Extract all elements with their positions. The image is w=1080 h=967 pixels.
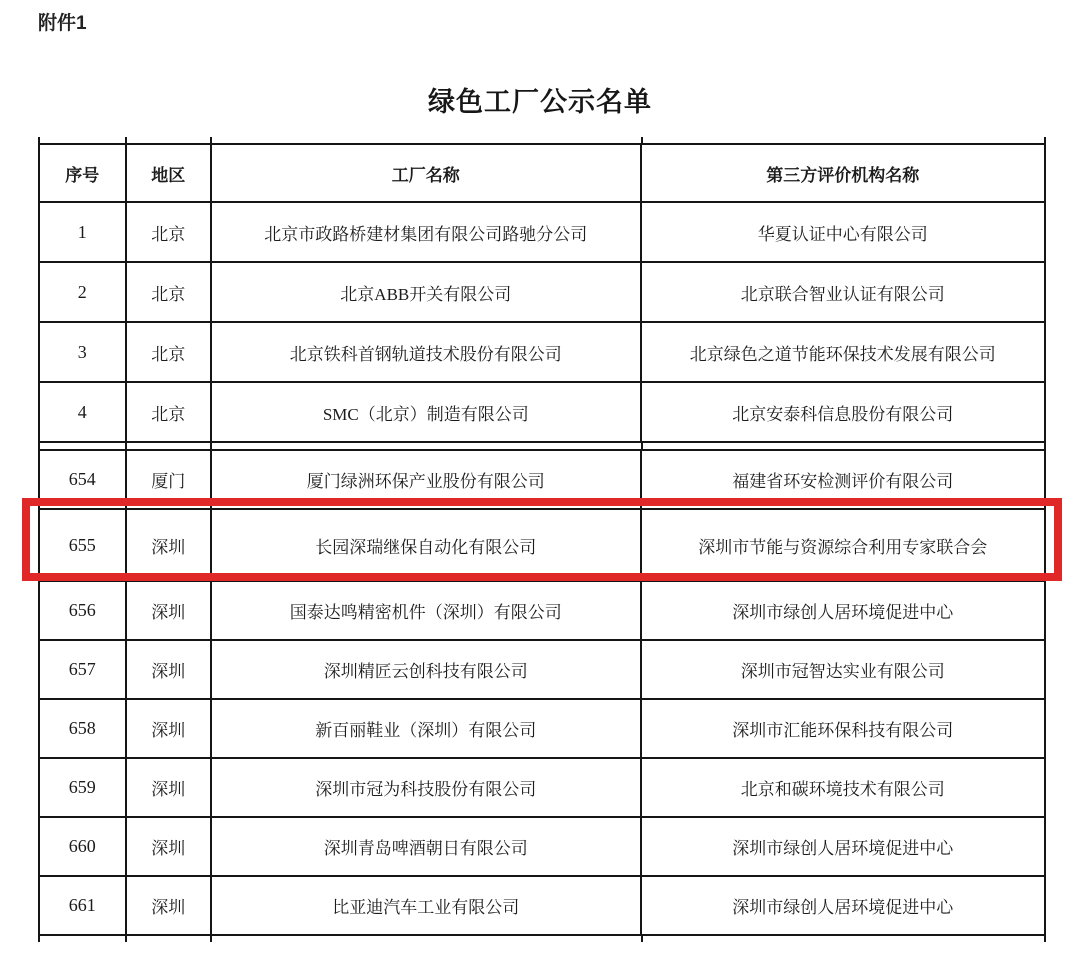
region-cell: 深圳 [126,509,212,581]
splice-tick [125,443,127,449]
region-cell: 北京 [126,202,212,262]
splice-tick [38,443,40,449]
serial-number-cell: 661 [39,876,126,935]
header-factory-name: 工厂名称 [211,144,641,202]
splice-tick [1044,137,1046,143]
table-section-bottom [38,449,1046,936]
table-row [39,817,1045,876]
serial-number-cell: 655 [39,509,126,581]
table-row [39,509,1045,581]
agency-name-cell: 深圳市绿创人居环境促进中心 [641,876,1045,935]
splice-tick [38,936,40,942]
agency-name-cell: 北京和碳环境技术有限公司 [641,758,1045,817]
table-row [39,758,1045,817]
factory-name-cell: 深圳青岛啤酒朝日有限公司 [211,817,641,876]
serial-number-cell: 659 [39,758,126,817]
table-row [39,202,1045,262]
splice-tick [210,137,212,143]
splice-tick [38,137,40,143]
region-cell: 深圳 [126,817,212,876]
agency-name-cell: 北京联合智业认证有限公司 [641,262,1045,322]
serial-number-cell: 654 [39,450,126,509]
factory-name-cell: 深圳精匠云创科技有限公司 [211,640,641,699]
table-row [39,640,1045,699]
agency-name-cell: 北京安泰科信息股份有限公司 [641,382,1045,442]
region-cell: 厦门 [126,450,212,509]
header-serial-number: 序号 [39,144,126,202]
serial-number-cell: 658 [39,699,126,758]
agency-name-cell: 福建省环安检测评价有限公司 [641,450,1045,509]
table-row [39,699,1045,758]
factory-name-cell: 长园深瑞继保自动化有限公司 [211,509,641,581]
splice-tick [210,443,212,449]
splice-tick [125,936,127,942]
factory-name-cell: 北京ABB开关有限公司 [211,262,641,322]
agency-name-cell: 深圳市绿创人居环境促进中心 [641,581,1045,640]
table-row [39,450,1045,509]
factory-name-cell: 新百丽鞋业（深圳）有限公司 [211,699,641,758]
serial-number-cell: 3 [39,322,126,382]
header-agency-name: 第三方评价机构名称 [641,144,1045,202]
agency-name-cell: 深圳市节能与资源综合利用专家联合会 [641,509,1045,581]
table-header-row [39,144,1045,202]
factory-name-cell: 厦门绿洲环保产业股份有限公司 [211,450,641,509]
table-row [39,382,1045,442]
agency-name-cell: 深圳市汇能环保科技有限公司 [641,699,1045,758]
agency-name-cell: 北京绿色之道节能环保技术发展有限公司 [641,322,1045,382]
factory-name-cell: 北京市政路桥建材集团有限公司路驰分公司 [211,202,641,262]
region-cell: 深圳 [126,699,212,758]
region-cell: 北京 [126,322,212,382]
serial-number-cell: 2 [39,262,126,322]
factory-name-cell: SMC（北京）制造有限公司 [211,382,641,442]
serial-number-cell: 4 [39,382,126,442]
header-region: 地区 [126,144,212,202]
agency-name-cell: 华夏认证中心有限公司 [641,202,1045,262]
serial-number-cell: 1 [39,202,126,262]
agency-name-cell: 深圳市冠智达实业有限公司 [641,640,1045,699]
factory-name-cell: 北京铁科首钢轨道技术股份有限公司 [211,322,641,382]
region-cell: 北京 [126,262,212,322]
region-cell: 深圳 [126,876,212,935]
splice-tick [641,936,643,942]
table-section-top [38,143,1046,443]
table-row [39,876,1045,935]
serial-number-cell: 657 [39,640,126,699]
region-cell: 深圳 [126,758,212,817]
table-row [39,581,1045,640]
splice-tick [641,443,643,449]
splice-tick [210,936,212,942]
table-row [39,322,1045,382]
table-row [39,262,1045,322]
serial-number-cell: 660 [39,817,126,876]
agency-name-cell: 深圳市绿创人居环境促进中心 [641,817,1045,876]
region-cell: 北京 [126,382,212,442]
factory-name-cell: 深圳市冠为科技股份有限公司 [211,758,641,817]
splice-tick [1044,936,1046,942]
region-cell: 深圳 [126,581,212,640]
splice-tick [125,137,127,143]
green-factory-table-part2 [38,449,1046,936]
green-factory-table-part1 [38,143,1046,443]
region-cell: 深圳 [126,640,212,699]
serial-number-cell: 656 [39,581,126,640]
splice-tick [641,137,643,143]
splice-tick [1044,443,1046,449]
factory-name-cell: 国泰达鸣精密机件（深圳）有限公司 [211,581,641,640]
factory-name-cell: 比亚迪汽车工业有限公司 [211,876,641,935]
attachment-label: 附件1 [38,13,87,34]
page-title: 绿色工厂公示名单 [428,87,652,117]
